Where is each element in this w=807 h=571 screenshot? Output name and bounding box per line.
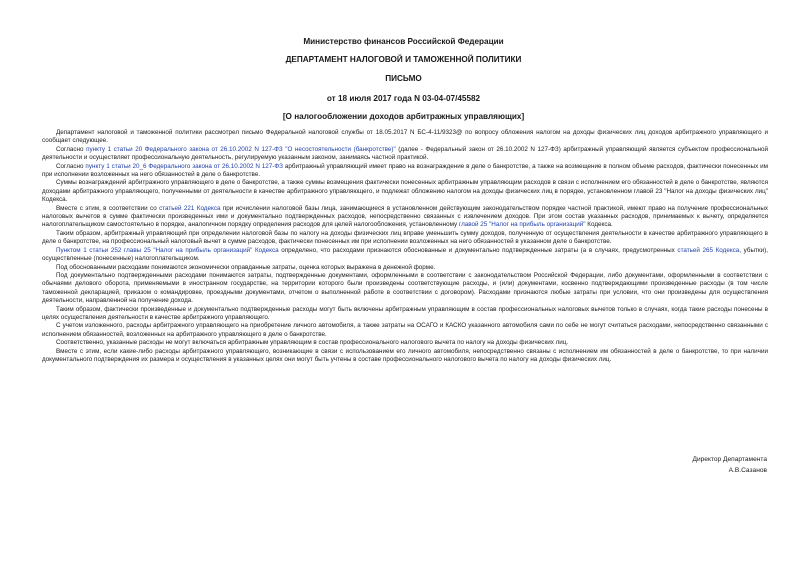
paragraph-2-text-post: (далее - Федеральный закон от 26.10.2002 N 127-ФЗ) арбитражный управляющий является субъектом профессиональной деятельности и осуществляет профессиональную деятельность, регулируемую указанным законом, занимаясь частной практикой.: [42, 145, 769, 162]
paragraph-7-text-mid: определено, что расходами признаются обоснованные и документально подтвержденные затраты (а в случаях, предусмотренных: [278, 246, 678, 254]
paragraph-4: Суммы вознаграждений арбитражного управляющего в деле о банкротстве, а также суммы возмещения фактически понесенных арбитражным управляющим расходов в связи с исполнением его обязанностей в деле о банкротстве, являются доходами арбитражного управляющего, полученными от деятельности в качестве арбитражного управляющего, и подлежат обложению налогом на доходы физических лиц в порядке, установленном главой 23 "Налог на доходы физических лиц" Кодекса.: [42, 179, 768, 204]
paragraph-5-text-mid: при исчислении налоговой базы лица, занимающиеся в установленном действующим законодательством порядке частной практикой, имеют право на получение профессиональных налоговых вычетов в сумме фактически произведенных ими и документально подтвержденных расходов, непосредственно связанных с извлечением доходов. При этом состав указанных расходов, принимаемых к вычету, определяется налогоплательщиком самостоятельно в порядке, аналогичном порядку определения расходов для целей налогообложения, установленному: [42, 204, 768, 229]
signature-name: А.В.Сазанов: [728, 467, 767, 474]
paragraph-5-text-post: Кодекса.: [585, 221, 613, 229]
article-221-link[interactable]: статьей 221 Кодекса: [159, 204, 221, 212]
paragraph-3-text-pre: Согласно: [56, 162, 86, 170]
department-heading: ДЕПАРТАМЕНТ НАЛОГОВОЙ И ТАМОЖЕННОЙ ПОЛИТИКИ: [285, 55, 522, 64]
paragraph-1: Департамент налоговой и таможенной политики рассмотрел письмо Федеральной налоговой службы от 18.05.2017 N БС-4-11/9323@ по вопросу обложения налогом на доходы физических лиц доходов арбитражного управляющего и сообщает следующее.: [42, 129, 768, 145]
paragraph-12: Соответственно, указанные расходы не могут включаться арбитражным управляющим в состав профессионального налогового вычета по налогу на доходы физических лиц.: [56, 339, 569, 347]
law-127-fz-article-20-6-link[interactable]: пункту 1 статьи 20_6 Федерального закона от 26.10.2002 N 127-ФЗ: [85, 162, 283, 170]
paragraph-2: [42, 146, 768, 163]
paragraph-3: [42, 163, 768, 180]
paragraph-8: Под обоснованными расходами понимаются экономически оправданные затраты, оценка которых выражена в денежной форме.: [56, 263, 436, 271]
paragraph-2-text-pre: Согласно: [56, 145, 87, 153]
paragraph-3-text-post: арбитражный управляющий имеет право на вознаграждение в деле о банкротстве, а также на возмещение в полном объеме расходов, фактически понесенных им при исполнении возложенных на него обязанностей в деле о банкротстве.: [42, 162, 768, 179]
ministry-heading: Министерство финансов Российской Федерации: [303, 37, 504, 46]
document-date-number: от 18 июля 2017 года N 03-04-07/45582: [326, 94, 481, 103]
chapter-25-link[interactable]: главой 25 "Налог на прибыль организаций": [458, 221, 586, 229]
letter-body: [42, 129, 768, 364]
paragraph-7: [42, 247, 768, 264]
signature-title: Директор Департамента: [692, 456, 767, 463]
document-type: ПИСЬМО: [385, 74, 422, 83]
document-subject: [О налогообложении доходов арбитражных управляющих]: [282, 112, 525, 121]
paragraph-9: Под документально подтвержденными расходами понимаются затраты, подтвержденные документами, оформленными в соответствии с законодательством Российской Федерации, либо документами, оформленными в соответствии с обычаями делового оборота, применяемыми в иностранном государстве, на территории которого были произведены соответствующие расходы, и (или) документами, косвенно подтверждающими произведенные расходы (в том числе таможенной декларацией, приказом о командировке, проездными документами, отчетом о выполненной работе в соответствии с договором). Расходами признаются любые затраты при условии, что они произведены для осуществления деятельности, направленной на получение дохода.: [42, 271, 768, 305]
paragraph-6: Таким образом, арбитражный управляющий при определении налоговой базы по налогу на доходы физических лиц вправе уменьшить сумму доходов, полученную от осуществления деятельности в качестве арбитражного управляющего в деле о банкротстве, на профессиональный налоговый вычет в сумме расходов, фактически понесенных им при исполнении возложенных на него обязанностей в указанном деле о банкротстве.: [42, 229, 768, 246]
article-252-link[interactable]: Пунктом 1 статьи 252 главы 25 "Налог на прибыль организаций" Кодекса: [56, 246, 279, 254]
article-265-link[interactable]: статьей 265 Кодекса: [677, 246, 740, 254]
paragraph-7-text-post: , убытки), осуществленные (понесенные) налогоплательщиком.: [42, 246, 768, 263]
paragraph-13: Вместе с этим, если какие-либо расходы арбитражного управляющего, возникающие в связи с использованием его личного автомобиля, непосредственно связаны с исполнением им обязанностей в деле о банкротстве, то при наличии документального подтверждения их размера и осуществления в указанных целях они могут быть учтены в составе профессионального налогового вычета по налогу на доходы физических лиц.: [42, 347, 768, 363]
paragraph-10: Таким образом, фактически произведенные и документально подтвержденные расходы могут быть включены арбитражным управляющим в состав профессиональных налоговых вычетов только в случаях, когда такие расходы понесены в целях осуществления деятельности в качестве арбитражного управляющего.: [42, 305, 768, 321]
law-127-fz-article-20-link[interactable]: пункту 1 статьи 20 Федерального закона от 26.10.2002 N 127-ФЗ "О несостоятельности (банкротстве)": [86, 145, 396, 153]
paragraph-5-text-pre: Вместе с этим, в соответствии со: [56, 204, 160, 212]
paragraph-5: [42, 205, 768, 230]
paragraph-11: С учетом изложенного, расходы арбитражного управляющего на приобретение личного автомобиля, а также затраты на ОСАГО и КАСКО указанного автомобиля сами по себе не могут считаться расходами, непосредственно связанными с исполнением обязанностей, возложенных на арбитражного управляющего в деле о банкротстве.: [42, 322, 768, 338]
